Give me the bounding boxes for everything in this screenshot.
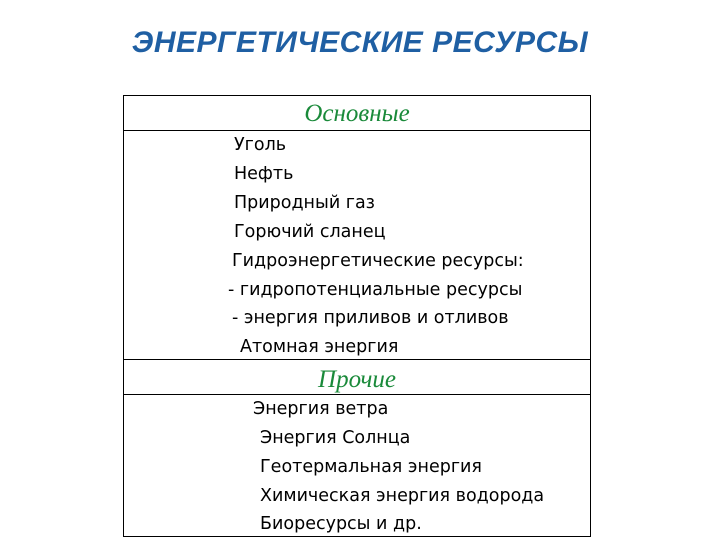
list-item: Уголь	[234, 135, 287, 155]
list-item: Нефть	[234, 164, 294, 184]
list-item: Геотермальная энергия	[260, 457, 482, 477]
section-header-other: Прочие	[318, 366, 396, 393]
list-item: Горючий сланец	[234, 222, 386, 242]
list-item: Биоресурсы и др.	[260, 514, 422, 534]
list-item: Гидроэнергетические ресурсы:	[232, 251, 524, 271]
resources-table	[123, 95, 591, 537]
slide-title: ЭНЕРГЕТИЧЕСКИЕ РЕСУРСЫ	[131, 26, 589, 59]
section-header-main: Основные	[304, 100, 410, 127]
divider	[124, 359, 590, 360]
list-item: Энергия ветра	[253, 399, 389, 419]
divider	[124, 130, 590, 131]
list-item: Энергия Солнца	[260, 428, 411, 448]
list-item: - энергия приливов и отливов	[232, 308, 509, 328]
list-item: Атомная энергия	[240, 337, 399, 357]
list-item: Природный газ	[234, 193, 375, 213]
list-item: Химическая энергия водорода	[260, 486, 545, 506]
list-item: - гидропотенциальные ресурсы	[228, 280, 523, 300]
divider	[124, 394, 590, 395]
